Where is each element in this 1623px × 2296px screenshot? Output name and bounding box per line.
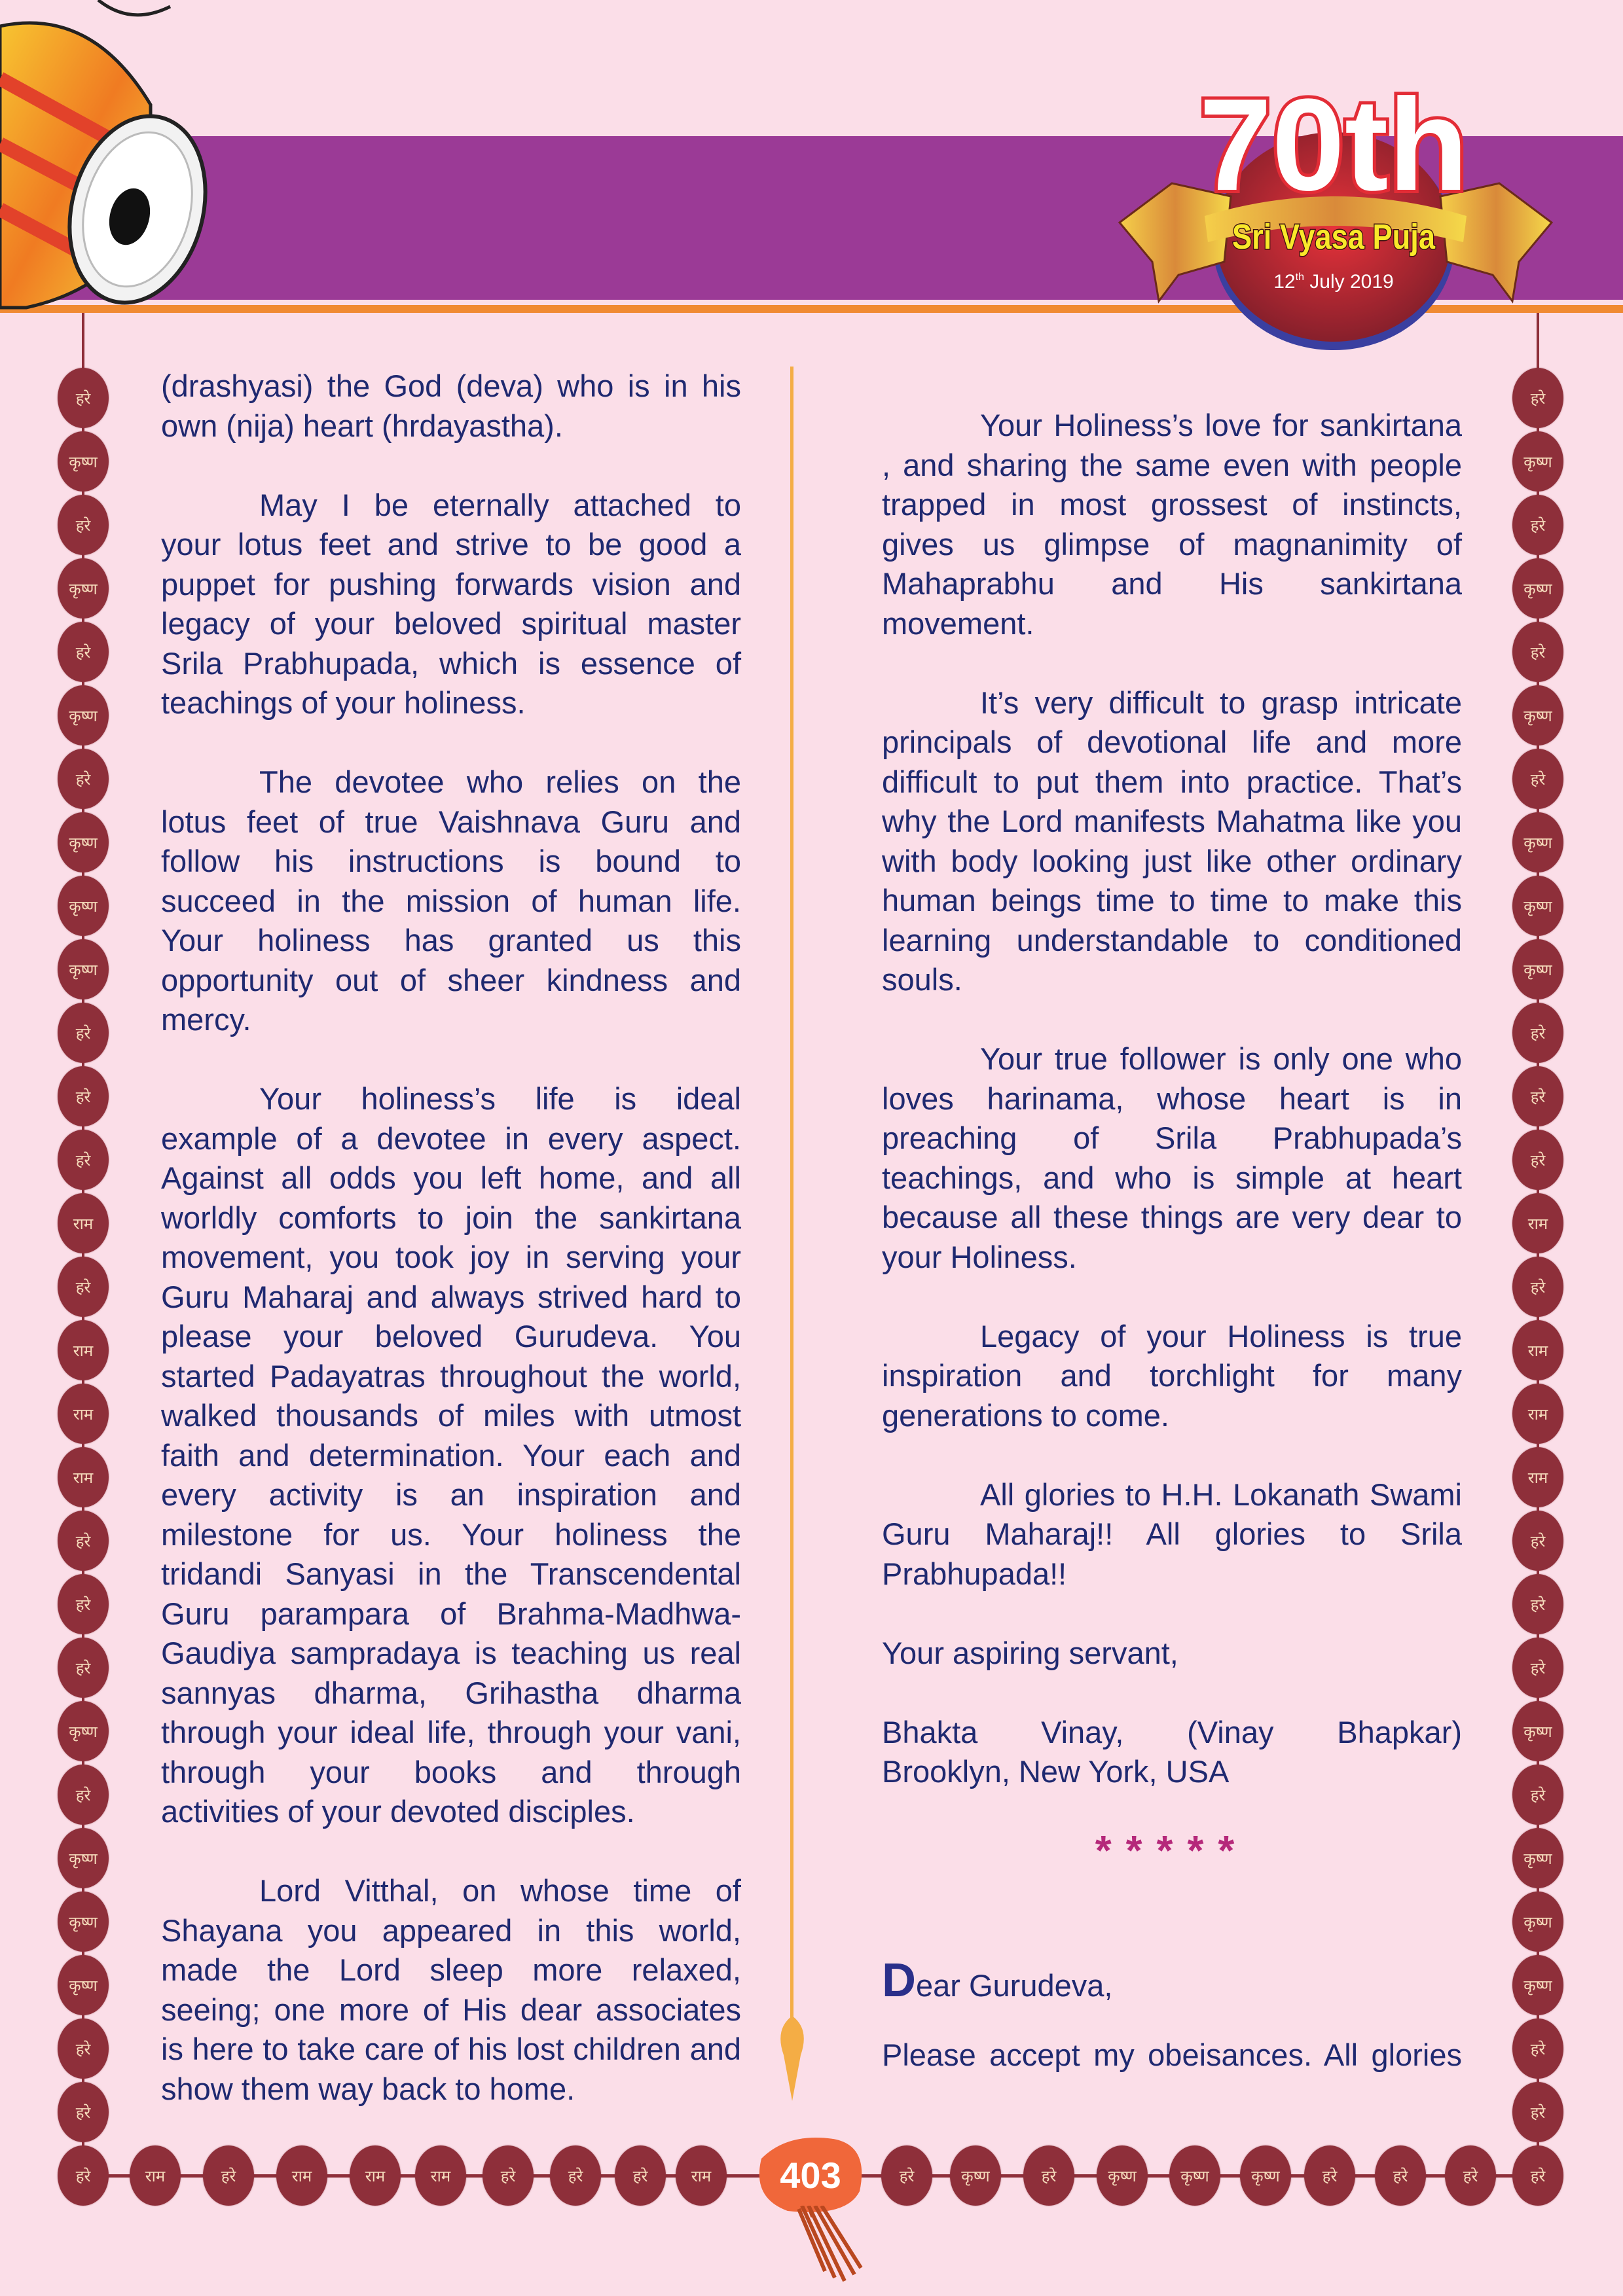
- page-number: 403: [780, 2155, 841, 2196]
- mala-bead: हरे: [58, 1638, 109, 1698]
- text-line: example of a devotee in every aspect.: [161, 1121, 741, 1156]
- mala-bead: राम: [676, 2145, 727, 2206]
- column-divider: [790, 367, 793, 2022]
- paragraph: [882, 1634, 1462, 1674]
- tassel-icon: [795, 2206, 881, 2291]
- paragraph: [161, 1871, 741, 2109]
- mala-bead: हरे: [1512, 1765, 1563, 1825]
- mala-bead: राम: [130, 2145, 181, 2206]
- mala-bead: हरे: [1512, 1257, 1563, 1317]
- text-line: movement.: [882, 605, 1034, 641]
- text-line: follow his instructions is bound to: [161, 844, 741, 878]
- text-line: sannyas dharma, Grihastha dharma: [161, 1675, 741, 1710]
- mala-bead: राम: [415, 2145, 466, 2206]
- letter-salutation: [882, 1954, 1112, 2007]
- mala-bead: कृष्ण: [58, 1955, 109, 2015]
- mala-bead: राम: [1512, 1384, 1563, 1444]
- text-line: activities of your devoted disciples.: [161, 1794, 635, 1829]
- mala-bead: हरे: [1512, 1574, 1563, 1634]
- mala-bead: कृष्ण: [1512, 558, 1563, 619]
- mala-bead: कृष्ण: [1512, 876, 1563, 936]
- mala-bead: हरे: [615, 2145, 666, 2206]
- mala-bead: राम: [1512, 1320, 1563, 1380]
- text-line: loves harinama, whose heart is in: [882, 1081, 1462, 1116]
- text-line: show them way back to home.: [161, 2071, 575, 2106]
- mala-bead: कृष्ण: [58, 431, 109, 492]
- text-line: opportunity out of sheer kindness and: [161, 962, 741, 997]
- text-line: Mahaprabhu and His sankirtana: [882, 566, 1462, 601]
- mala-bead: हरे: [58, 1257, 109, 1317]
- mala-bead: हरे: [1512, 368, 1563, 428]
- left-text-column: [161, 367, 741, 2149]
- mala-bead: राम: [58, 1193, 109, 1253]
- mala-bead: हरे: [1512, 2018, 1563, 2079]
- text-line: because all these things are very dear to: [882, 1200, 1462, 1234]
- mala-bead: हरे: [1512, 2082, 1563, 2142]
- mala-bead: हरे: [1512, 749, 1563, 809]
- paragraph: [882, 1475, 1462, 1594]
- mala-bead: हरे: [1512, 1511, 1563, 1571]
- mala-bead: हरे: [1445, 2145, 1496, 2206]
- text-line: tridandi Sanyasi in the Transcendental: [161, 1556, 741, 1591]
- mala-bead: कृष्ण: [1097, 2145, 1148, 2206]
- text-line: Brooklyn, New York, USA: [882, 1754, 1230, 1789]
- paragraph: [882, 1713, 1462, 1792]
- mala-bead: राम: [58, 1320, 109, 1380]
- paragraph: [161, 1079, 741, 1832]
- text-line: puppet for pushing forwards vision and: [161, 566, 741, 601]
- text-line: through your books and through: [161, 1754, 741, 1789]
- text-line: , and sharing the same even with people: [882, 447, 1462, 482]
- text-line: Your holiness has granted us this: [161, 923, 741, 958]
- mala-bead: कृष्ण: [58, 685, 109, 745]
- mala-bead: हरे: [1512, 1638, 1563, 1698]
- mala-bead: हरे: [881, 2145, 932, 2206]
- text-line: May I be eternally attached to: [259, 487, 741, 522]
- text-line: Against all odds you left home, and all: [161, 1160, 741, 1195]
- text-line: Bhakta Vinay, (Vinay Bhapkar): [882, 1714, 1462, 1749]
- mala-bead: कृष्ण: [58, 1701, 109, 1761]
- mala-bead: राम: [58, 1384, 109, 1444]
- mala-bead: हरे: [1375, 2145, 1426, 2206]
- text-line: your lotus feet and strive to be good a: [161, 527, 741, 562]
- text-line: generations to come.: [882, 1397, 1169, 1433]
- text-line: every activity is an inspiration and: [161, 1477, 741, 1512]
- text-line: principals of devotional life and more: [882, 725, 1462, 759]
- mala-bead: राम: [276, 2145, 327, 2206]
- text-line: worldly comforts to join the sankirtana: [161, 1200, 741, 1235]
- text-line: mercy.: [161, 1002, 251, 1037]
- mala-bead: कृष्ण: [1240, 2145, 1291, 2206]
- text-line: Srila Prabhupada, which is essence of: [161, 645, 741, 681]
- teardrop-ornament-icon: [775, 2016, 810, 2108]
- text-line: with body looking just like other ordinary: [882, 843, 1462, 878]
- text-line: Your aspiring servant,: [882, 1635, 1178, 1670]
- text-line: Your holiness’s life is ideal: [259, 1081, 741, 1116]
- text-line: Legacy of your Holiness is true: [980, 1318, 1462, 1354]
- badge-date: 12th July 2019: [1273, 271, 1394, 293]
- text-line: Guru parampara of Brahma-Madhwa-: [161, 1596, 741, 1631]
- mala-bead: राम: [1512, 1447, 1563, 1507]
- text-line: Gaudiya sampradaya is teaching us real: [161, 1636, 741, 1670]
- mala-bead: हरे: [1304, 2145, 1355, 2206]
- drop-cap: D: [882, 1954, 916, 2007]
- paragraph: [882, 1317, 1462, 1436]
- text-line: Prabhupada!!: [882, 1556, 1067, 1591]
- text-line: Your Holiness’s love for sankirtana: [980, 408, 1462, 442]
- text-line: learning understandable to conditioned: [882, 922, 1462, 958]
- paragraph: [882, 1039, 1462, 1277]
- mala-bead: हरे: [1512, 2145, 1563, 2206]
- mala-bead: कृष्ण: [1512, 812, 1563, 872]
- paragraph: [161, 486, 741, 723]
- text-line: through your ideal life, through your vani,: [161, 1715, 741, 1749]
- mala-bead: राम: [1512, 1193, 1563, 1253]
- mala-bead: राम: [350, 2145, 401, 2206]
- mala-bead: कृष्ण: [58, 1828, 109, 1888]
- section-separator-stars: *****: [1095, 1827, 1249, 1874]
- text-line: teachings, and who is simple at heart: [882, 1160, 1462, 1195]
- text-line: (drashyasi) the God (deva) who is in his: [161, 368, 741, 403]
- text-line: seeing; one more of His dear associates: [161, 1992, 741, 2027]
- badge-title: Sri Vyasa Puja: [1232, 217, 1436, 257]
- text-line: All glories to H.H. Lokanath Swami: [980, 1477, 1462, 1512]
- mala-bead: कृष्ण: [950, 2145, 1001, 2206]
- text-line: milestone for us. Your holiness the: [161, 1516, 741, 1552]
- mala-bead: हरे: [550, 2145, 601, 2206]
- mala-bead: हरे: [58, 2145, 109, 2206]
- text-line: why the Lord manifests Mahatma like you: [882, 804, 1462, 838]
- text-line: started Padayatras throughout the world,: [161, 1358, 741, 1393]
- mala-bead: हरे: [58, 368, 109, 428]
- text-line: please your beloved Gurudeva. You: [161, 1319, 741, 1354]
- paragraph: [882, 683, 1462, 1000]
- text-line: preaching of Srila Prabhupada’s: [882, 1121, 1462, 1155]
- mala-bead: हरे: [58, 2082, 109, 2142]
- mala-bead: हरे: [58, 622, 109, 682]
- text-line: human beings time to time to make this: [882, 883, 1462, 918]
- text-line: made the Lord sleep more relaxed,: [161, 1952, 741, 1987]
- mala-bead: हरे: [58, 1511, 109, 1571]
- page-number-bead: [748, 2132, 873, 2217]
- mala-bead: हरे: [58, 1130, 109, 1190]
- text-line: is here to take care of his lost children and: [161, 2032, 741, 2066]
- text-line: inspiration and torchlight for many: [882, 1358, 1462, 1393]
- mala-bead: कृष्ण: [1512, 431, 1563, 492]
- text-line: your Holiness.: [882, 1239, 1077, 1274]
- mala-bead: कृष्ण: [58, 1892, 109, 1952]
- badge-number: 70th: [1199, 72, 1468, 218]
- mala-bead: कृष्ण: [1169, 2145, 1220, 2206]
- mala-bead: कृष्ण: [58, 939, 109, 999]
- text-line: Guru Maharaj!! All glories to Srila: [882, 1516, 1462, 1551]
- text-line: souls.: [882, 962, 962, 997]
- text-line: Guru Maharaj and always strived hard to: [161, 1279, 741, 1314]
- mala-bead: हरे: [1512, 622, 1563, 682]
- 70th-sri-vyasa-puja-badge: [1106, 65, 1565, 360]
- mala-bead: हरे: [1512, 1066, 1563, 1126]
- mala-bead: हरे: [483, 2145, 534, 2206]
- text-line: lotus feet of true Vaishnava Guru and: [161, 804, 741, 839]
- salutation-text: ear Gurudeva,: [916, 1968, 1113, 2003]
- mala-bead: हरे: [1512, 495, 1563, 555]
- text-line: legacy of your beloved spiritual master: [161, 606, 741, 641]
- text-line: Your true follower is only one who: [980, 1041, 1462, 1076]
- letter-opening-line: Please accept my obeisances. All glories: [882, 2037, 1462, 2072]
- mala-bead: हरे: [58, 749, 109, 809]
- mala-bead: कृष्ण: [1512, 939, 1563, 999]
- mala-bead: हरे: [58, 1066, 109, 1126]
- text-line: gives us glimpse of magnanimity of: [882, 526, 1462, 562]
- mala-bead: हरे: [58, 495, 109, 555]
- mala-bead: कृष्ण: [58, 812, 109, 872]
- mala-bead: हरे: [1512, 1003, 1563, 1063]
- paragraph: [161, 367, 741, 446]
- text-line: Lord Vitthal, on whose time of: [259, 1873, 741, 1908]
- paragraph: [882, 406, 1462, 643]
- paragraph: [161, 762, 741, 1040]
- mala-bead: कृष्ण: [1512, 1828, 1563, 1888]
- text-line: walked thousands of miles with utmost: [161, 1398, 741, 1433]
- mala-bead: हरे: [58, 1765, 109, 1825]
- text-line: difficult to put them into practice. That’s: [882, 764, 1462, 799]
- mala-bead: कृष्ण: [1512, 1701, 1563, 1761]
- mala-bead: कृष्ण: [1512, 1955, 1563, 2015]
- mala-bead: राम: [58, 1447, 109, 1507]
- text-line: trapped in most grossest of instincts,: [882, 487, 1462, 522]
- mala-bead: कृष्ण: [58, 558, 109, 619]
- mala-bead: कृष्ण: [1512, 685, 1563, 745]
- mala-bead: हरे: [58, 1574, 109, 1634]
- mala-bead: हरे: [58, 2018, 109, 2079]
- text-line: It’s very difficult to grasp intricate: [980, 685, 1462, 720]
- text-line: teachings of your holiness.: [161, 685, 526, 720]
- text-line: The devotee who relies on the: [259, 764, 741, 799]
- text-line: Shayana you appeared in this world,: [161, 1912, 741, 1948]
- mala-bead: हरे: [1023, 2145, 1074, 2206]
- text-line: own (nija) heart (hrdayastha).: [161, 408, 563, 443]
- mala-bead: हरे: [1512, 1130, 1563, 1190]
- mala-bead: कृष्ण: [1512, 1892, 1563, 1952]
- mridanga-drum-icon: [0, 0, 216, 321]
- text-line: movement, you took joy in serving your: [161, 1240, 741, 1274]
- text-line: succeed in the mission of human life.: [161, 883, 741, 918]
- text-line: faith and determination. Your each and: [161, 1437, 741, 1473]
- mala-bead: हरे: [203, 2145, 254, 2206]
- right-text-column: [882, 406, 1462, 1831]
- mala-bead: हरे: [58, 1003, 109, 1063]
- mala-bead: कृष्ण: [58, 876, 109, 936]
